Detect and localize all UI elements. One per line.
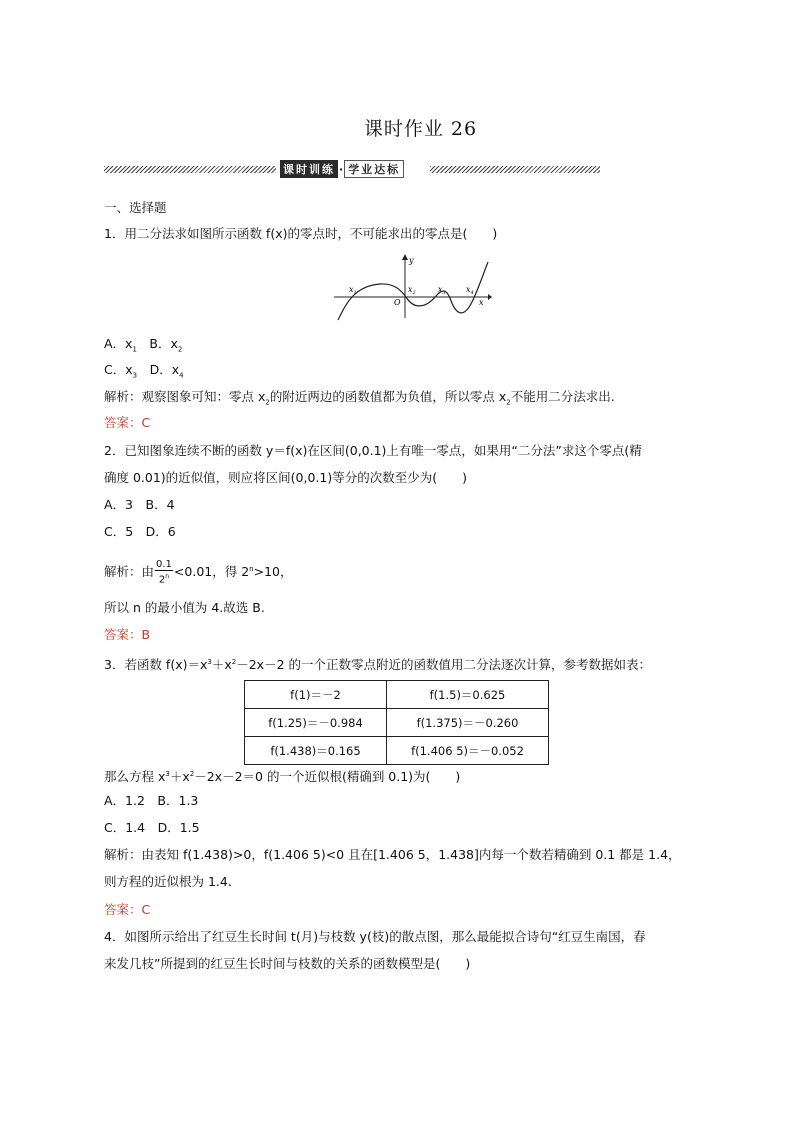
table-cell: f(1.375)＝－0.260: [387, 709, 549, 737]
graph-y-arrow: [402, 254, 408, 260]
q4-stem-line1: 4．如图所示给出了红豆生长时间 t(月)与枝数 y(枝)的散点图，那么最能拟合诗句“红豆生南国，春: [104, 929, 646, 944]
banner-part1: 课时训练: [280, 160, 338, 178]
q2-stem-line2: 确度 0.01)的近似值，则应将区间(0,0.1)等分的次数至少为( ): [104, 470, 467, 485]
q1-analysis: 解析：观察图象可知：零点 $x_2$的附近两边的函数值都为负值，所以零点 $x_2$不能用二分法求出.: [104, 389, 615, 407]
section-banner: [104, 160, 600, 180]
graph-label-x3: $x_3$: [438, 285, 446, 296]
banner-dot: ·: [339, 162, 344, 176]
graph-label-y-axis: y: [409, 256, 414, 265]
graph-label-x4: $x_4$: [466, 285, 474, 296]
q2-options-ab: A．3 B．4: [104, 497, 175, 512]
q3-stem: 3．若函数 $f(x)=x^3+x^2-2x-2$ 的一个正数零点附近的函数值用二分法逐次计算，参考数据如表：: [104, 657, 652, 673]
q3-answer: 答案：C: [104, 902, 151, 917]
q4-stem-line2: 来发几枝”所提到的红豆生长时间与枝数的关系的函数模型是( ): [104, 956, 471, 971]
q3-reference-table: [244, 680, 549, 765]
table-cell: f(1)＝－2: [245, 681, 387, 709]
q2-stem-line1: 2．已知图象连续不断的函数 y＝f(x)在区间(0,0.1)上有唯一零点，如果用“二分法”求这个零点(精: [104, 443, 642, 458]
banner-stripe-left: [104, 166, 276, 173]
table-row: [245, 737, 549, 765]
table-cell: f(1.5)＝0.625: [387, 681, 549, 709]
q3-equation-prompt: 那么方程 $x^3+x^2-2x-2=0$ 的一个近似根(精确到 0.1)为( ): [104, 769, 461, 785]
table-row: [245, 709, 549, 737]
q3-options-ab: A．1.2 B．1.3: [104, 793, 199, 808]
banner-stripe-right: [430, 166, 600, 173]
q1-options-ab: A．$x_1$ B．$x_2$: [104, 336, 183, 354]
graph-label-x1: $x_1$: [349, 285, 357, 296]
graph-label-x-axis: x: [479, 298, 484, 307]
table-cell: f(1.406 5)＝－0.052: [387, 737, 549, 765]
table-row: [245, 681, 549, 709]
q2-fraction: $\frac{0.1}{2^n}$: [156, 559, 172, 586]
q3-options-cd: C．1.4 D．1.5: [104, 820, 200, 835]
page-title: 课时作业 26: [363, 118, 478, 140]
section-heading: 一、选择题: [104, 200, 167, 215]
banner-label: [280, 160, 404, 178]
q1-answer: 答案：C: [104, 415, 151, 430]
table-cell: f(1.25)＝－0.984: [245, 709, 387, 737]
q2-analysis-line1: 解析：由 $\frac{0.1}{2^n}$ <0.01，得 $2^n>10$，: [104, 559, 293, 586]
q2-options-cd: C．5 D．6: [104, 524, 176, 539]
graph-label-origin: O: [394, 298, 401, 307]
q1-stem: 1．用二分法求如图所示函数 f(x)的零点时，不可能求出的零点是( ): [104, 226, 498, 241]
q2-analysis-line2: 所以 n 的最小值为 4.故选 B.: [104, 600, 265, 615]
q3-analysis-line1: 解析：由表知 f(1.438)>0，f(1.406 5)<0 且在[1.406 5，1.438]内每一个数若精确到 0.1 都是 1.4，: [104, 847, 681, 862]
banner-part2: 学业达标: [344, 160, 404, 178]
q2-answer: 答案：B: [104, 627, 151, 642]
graph-x-arrow: [488, 294, 492, 300]
q1-function-graph: [332, 254, 492, 322]
q3-analysis-line2: 则方程的近似根为 1.4.: [104, 874, 232, 889]
graph-label-x2: $x_2$: [408, 285, 416, 296]
q1-options-cd: C．$x_3$ D．$x_4$: [104, 362, 184, 380]
table-cell: f(1.438)＝0.165: [245, 737, 387, 765]
